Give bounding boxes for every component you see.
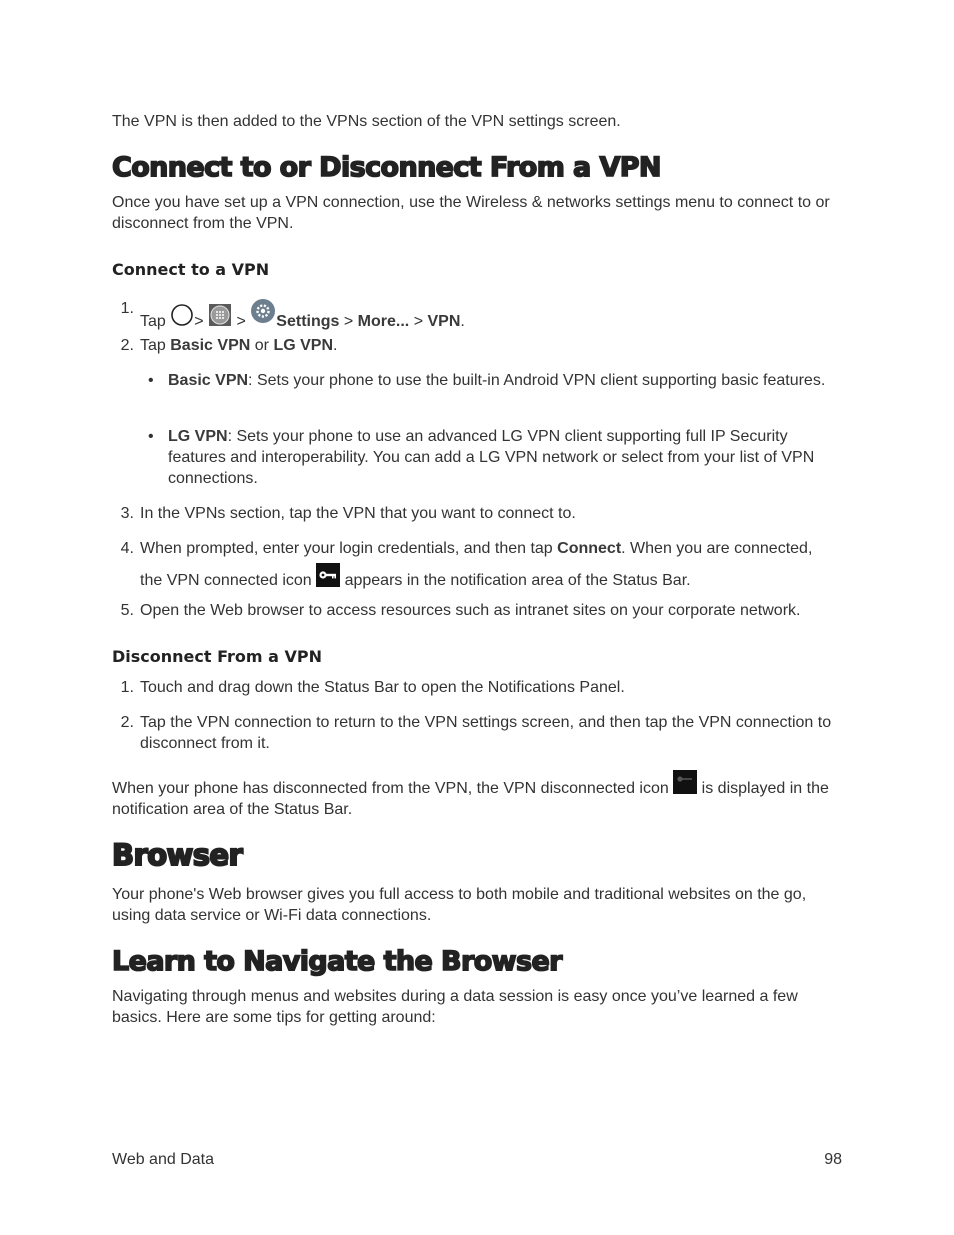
step-number: 1.: [120, 679, 134, 696]
heading-connect-to-vpn: Connect to a VPN: [112, 260, 270, 279]
disconnected-note: [112, 770, 842, 820]
step-number: 2.: [120, 714, 134, 731]
period: .: [460, 313, 465, 330]
heading-browser: Browser: [112, 838, 243, 872]
or-word: or: [254, 337, 269, 354]
connect-intro-paragraph: Once you have set up a VPN connection, use the Wireless & networks settings menu to connect to or disconnect from the VPN.: [112, 194, 830, 232]
step-text: Tap the VPN connection to return to the VPN settings screen, and then tap the VPN connection to disconnect from it.: [140, 714, 832, 752]
separator: >: [413, 313, 424, 330]
step-text-part: When prompted, enter your login credentials, and then tap: [140, 540, 553, 557]
lg-vpn-label: LG VPN: [273, 337, 333, 354]
note-text-part: is displayed in the notification area of the Status Bar.: [112, 780, 829, 818]
settings-label: Settings: [276, 313, 340, 330]
step-text: Touch and drag down the Status Bar to open the Notifications Panel.: [140, 679, 625, 696]
vpn-key-disconnected-icon: [673, 770, 697, 794]
heading-connect-disconnect: Connect to or Disconnect From a VPN: [112, 152, 661, 183]
bullet-label: Basic VPN: [168, 372, 249, 389]
period: .: [333, 337, 338, 354]
footer-page-number: 98: [824, 1151, 842, 1168]
separator: >: [236, 313, 246, 330]
intro-paragraph: The VPN is then added to the VPNs section of the VPN settings screen.: [112, 113, 621, 130]
note-text-part: When your phone has disconnected from the VPN, the VPN disconnected icon: [112, 780, 669, 797]
step-number: 1.: [120, 300, 134, 317]
bullet-dot: •: [148, 372, 154, 389]
step-text-part: . When you are connected, the VPN connected icon: [140, 540, 813, 589]
bullet-description: : Sets your phone to use the built-in Android VPN client supporting basic features.: [248, 372, 826, 389]
separator: >: [343, 313, 354, 330]
separator: >: [194, 313, 204, 330]
heading-learn-to-navigate: Learn to Navigate the Browser: [112, 946, 562, 977]
page-footer: [112, 1150, 842, 1170]
bullet-text: [168, 370, 838, 391]
bullet-label: LG VPN: [168, 428, 228, 445]
settings-gear-icon: [250, 298, 276, 324]
step-text: Open the Web browser to access resources such as intranet sites on your corporate network.: [140, 602, 801, 619]
heading-disconnect-from-vpn: Disconnect From a VPN: [112, 647, 322, 666]
step-text: [140, 298, 838, 332]
step-tap-word: Tap: [140, 313, 166, 330]
bullet-description: : Sets your phone to use an advanced LG VPN client supporting full IP Security features and interoperability. You can add a LG VPN network or select from your list of VPN connections.: [168, 428, 815, 487]
bullet-dot: •: [148, 428, 154, 445]
connect-label: Connect: [557, 540, 622, 557]
step-number: 5.: [120, 602, 134, 619]
vpn-label: VPN: [427, 313, 461, 330]
basic-vpn-label: Basic VPN: [170, 337, 251, 354]
apps-grid-icon: [208, 304, 232, 328]
navigate-intro-paragraph: Navigating through menus and websites during a data session is easy once you’ve learned a few basics. Here are some tips for getting around:: [112, 988, 798, 1026]
step-number: 2.: [120, 337, 134, 354]
home-circle-icon: [170, 304, 194, 328]
more-label: More...: [357, 313, 410, 330]
step-number: 3.: [120, 505, 134, 522]
step-text-part: appears in the notification area of the Status Bar.: [344, 572, 691, 589]
step-text: In the VPNs section, tap the VPN that you want to connect to.: [140, 505, 576, 522]
footer-section-title: Web and Data: [112, 1151, 214, 1168]
bullet-text: [168, 426, 838, 489]
step-text: [140, 335, 838, 356]
step-tap-word: Tap: [140, 337, 166, 354]
step-text: [140, 535, 838, 595]
browser-intro-paragraph: Your phone's Web browser gives you full access to both mobile and traditional websites on the go, using data service or Wi-Fi data connections.: [112, 886, 807, 924]
vpn-key-connected-icon: [316, 563, 340, 587]
step-number: 4.: [120, 540, 134, 557]
